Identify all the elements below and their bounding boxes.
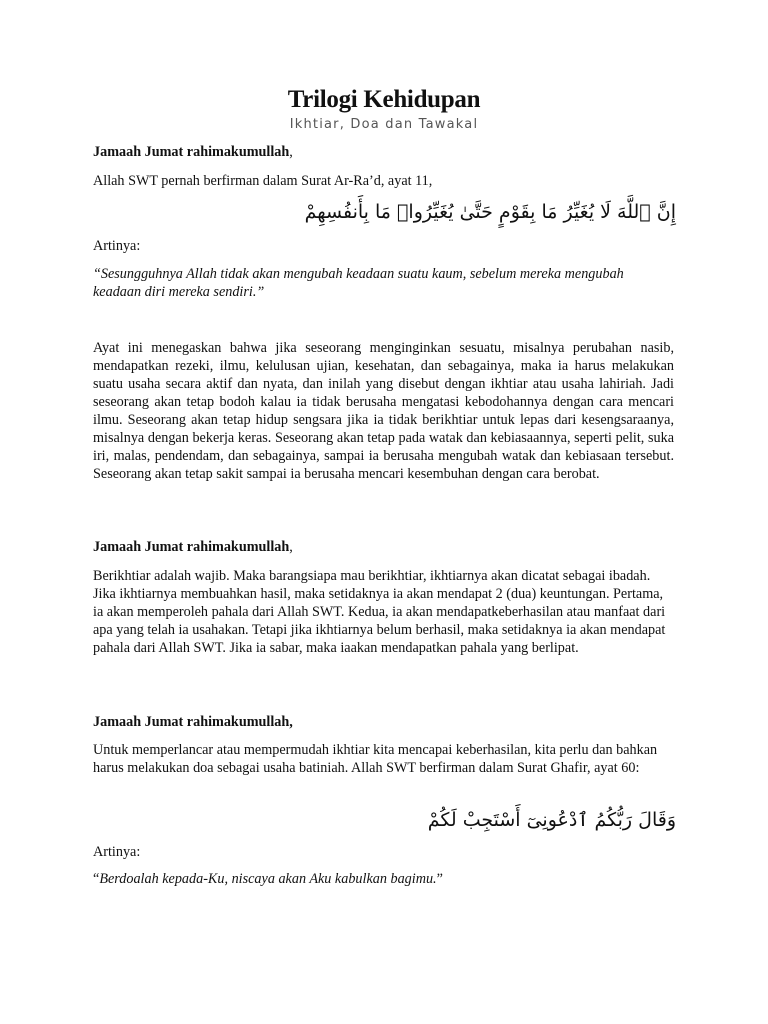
section3-translation [93,870,674,888]
document-title: Trilogi Kehidupan [287,86,481,113]
section3-arabic-verse: وَقَالَ رَبُّكُمُ ٱدْعُونِىٓ أَسْتَجِبْ لَكُمْ [427,809,676,831]
section3-translation-close-quote: ” [436,871,443,887]
section3-meaning-label: Artinya: [93,844,141,860]
section3-translation-open-quote: “ [93,871,100,887]
section1-body: Ayat ini menegaskan bahwa jika seseorang menginginkan sesuatu, misalnya perubahan nasib, mendapatkan rezeki, ilmu, kelulusan ujian, kesehatan, dan sebagainya, maka ia harus melakukan suatu usaha secara aktif dan nyata, dan inilah yang disebut dengan ikhtiar atau usaha lahiriah. Jadi seseorang akan tetap bodoh kalau ia tidak berusaha mengatasi kebodohannya dengan cara mencari ilmu. Seseorang akan tetap hidup sengsara jika ia tidak berikhtiar untuk lepas dari kesengsaraanya, misalnya dengan bekerja keras. Seseorang akan tetap pada watak dan kebiasaannya, seperti pelit, suka iri, malas, pendendam, dan sebagainya, sampai ia berusaha mengubah watak dan kebiasaan tersebut. Seseorang akan tetap sakit sampai ia berusaha mencari kesembuhan dengan cara berobat. [93,340,674,482]
document-subtitle: Ikhtiar, Doa dan Tawakal [289,117,479,132]
section3-greeting: Jamaah Jumat rahimakumullah, [93,714,293,730]
section2-body: Berikhtiar adalah wajib. Maka barangsiapa mau berikhtiar, ikhtiarnya akan dicatat sebagai ibadah. Jika ikhtiarnya membuahkan hasil, maka setidaknya ia akan mendapat 2 (dua) keuntungan. Pertama, ia akan memperoleh pahala dari Allah SWT. Kedua, ia akan mendapatkeberhasilan atau manfaat dari apa yang telah ia usahakan. Tetapi jika ikhtiarnya belum berhasil, maka setidaknya ia akan mendapat pahala dari Allah SWT. Jika ia sabar, maka iaakan mendapatkan pahala yang berlipat. [93,568,666,656]
section2-greeting-text: Jamaah Jumat rahimakumullah [93,539,290,555]
section1-arabic-verse: إِنَّ ٱللَّهَ لَا يُغَيِّرُ مَا بِقَوْمٍ حَتَّىٰ يُغَيِّرُوا۟ مَا بِأَنفُسِهِمْ [304,201,676,223]
section1-intro: Allah SWT pernah berfirman dalam Surat Ar-Ra’d, ayat 11, [93,173,433,189]
section2-greeting-comma: , [289,539,293,555]
section1-meaning-label: Artinya: [93,238,141,254]
section1-greeting-comma: , [289,144,293,160]
section3-intro: Untuk memperlancar atau mempermudah ikhtiar kita mencapai keberhasilan, kita perlu dan bahkan harus melakukan doa sebagai usaha batiniah. Allah SWT berfirman dalam Surat Ghafir, ayat 60: [93,742,658,776]
section1-greeting [93,143,674,161]
section1-translation: “Sesungguhnya Allah tidak akan mengubah keadaan suatu kaum, sebelum mereka mengubah keadaan diri mereka sendiri.” [93,266,624,300]
section3-translation-text: Berdoalah kepada-Ku, niscaya akan Aku kabulkan bagimu. [99,871,437,887]
section2-greeting [93,538,674,556]
section1-greeting-text: Jamaah Jumat rahimakumullah [93,144,290,160]
